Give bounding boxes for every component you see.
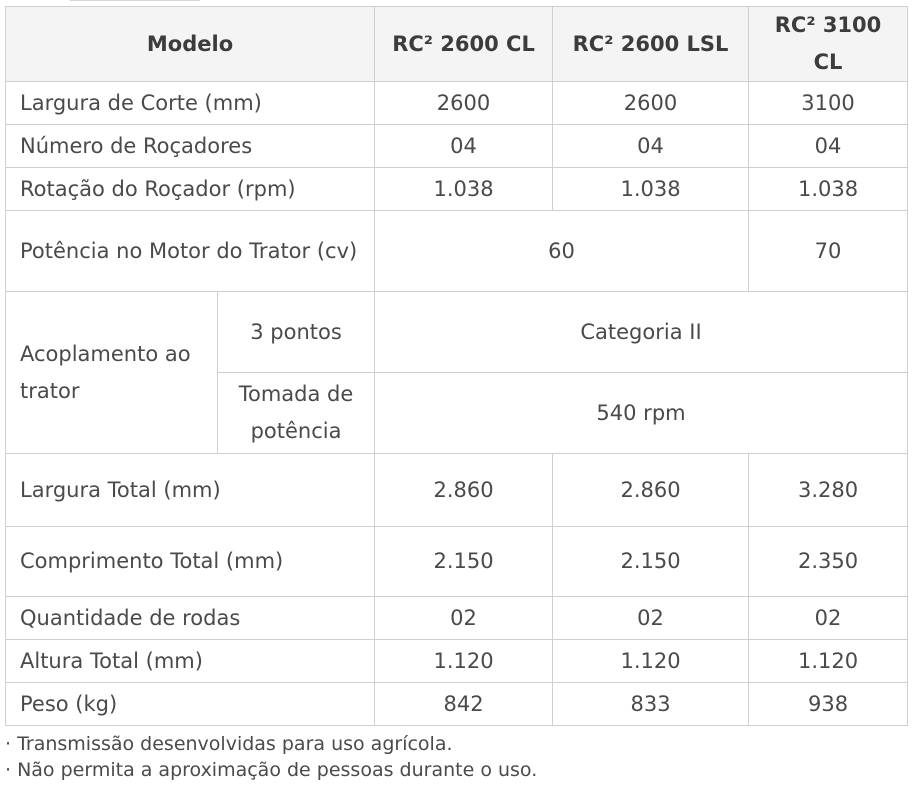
cell-value: 2.350 <box>749 527 908 597</box>
row-label-quantidade-rodas: Quantidade de rodas <box>6 597 375 640</box>
table-row <box>6 168 908 211</box>
footnote-seguranca: · Não permita a aproximação de pessoas durante o uso. <box>5 759 538 781</box>
header-rc2-2600-cl: RC² 2600 CL <box>375 7 553 82</box>
cell-value: 2.150 <box>553 527 749 597</box>
header-row <box>6 7 908 82</box>
cell-value-merged: 540 rpm <box>375 373 908 454</box>
header-modelo: Modelo <box>6 7 375 82</box>
cell-value: 3.280 <box>749 454 908 527</box>
cell-value: 04 <box>375 125 553 168</box>
cell-value: 1.038 <box>749 168 908 211</box>
cell-value: 1.038 <box>553 168 749 211</box>
cell-value: 02 <box>375 597 553 640</box>
cell-value: 04 <box>749 125 908 168</box>
row-label-rotacao-rocador: Rotação do Roçador (rpm) <box>6 168 375 211</box>
table-row <box>6 527 908 597</box>
table-row <box>6 597 908 640</box>
table-row <box>6 683 908 726</box>
cell-value-merged: Categoria II <box>375 292 908 373</box>
cell-value: 2.860 <box>553 454 749 527</box>
cell-value: 833 <box>553 683 749 726</box>
cell-value: 04 <box>553 125 749 168</box>
footnote-transmissao: · Transmissão desenvolvidas para uso agrícola. <box>5 733 453 755</box>
row-label-largura-total: Largura Total (mm) <box>6 454 375 527</box>
cell-value: 2.860 <box>375 454 553 527</box>
previous-content-edge <box>70 0 200 4</box>
table-row <box>6 292 908 373</box>
cell-value: 1.120 <box>749 640 908 683</box>
table-row <box>6 211 908 292</box>
table-row <box>6 82 908 125</box>
sub-label-tomada-potencia: Tomada de potência <box>218 373 375 454</box>
cell-value-merged: 60 <box>375 211 749 292</box>
cell-value: 2.150 <box>375 527 553 597</box>
row-label-largura-corte: Largura de Corte (mm) <box>6 82 375 125</box>
cell-value: 1.120 <box>375 640 553 683</box>
cell-value: 938 <box>749 683 908 726</box>
header-rc2-2600-lsl: RC² 2600 LSL <box>553 7 749 82</box>
row-label-potencia-motor: Potência no Motor do Trator (cv) <box>6 211 375 292</box>
table-row <box>6 454 908 527</box>
row-label-acoplamento: Acoplamento ao trator <box>6 292 218 454</box>
sub-label-3-pontos: 3 pontos <box>218 292 375 373</box>
row-label-comprimento-total: Comprimento Total (mm) <box>6 527 375 597</box>
header-rc2-3100-cl: RC² 3100 CL <box>749 7 908 82</box>
cell-value: 02 <box>749 597 908 640</box>
row-label-peso: Peso (kg) <box>6 683 375 726</box>
cell-value: 2600 <box>553 82 749 125</box>
cell-value: 842 <box>375 683 553 726</box>
cell-value: 1.120 <box>553 640 749 683</box>
cell-value: 1.038 <box>375 168 553 211</box>
spec-table <box>5 6 908 726</box>
row-label-numero-rocadores: Número de Roçadores <box>6 125 375 168</box>
table-row <box>6 125 908 168</box>
cell-value: 2600 <box>375 82 553 125</box>
cell-value: 02 <box>553 597 749 640</box>
cell-value: 70 <box>749 211 908 292</box>
row-label-altura-total: Altura Total (mm) <box>6 640 375 683</box>
cell-value: 3100 <box>749 82 908 125</box>
table-row <box>6 640 908 683</box>
